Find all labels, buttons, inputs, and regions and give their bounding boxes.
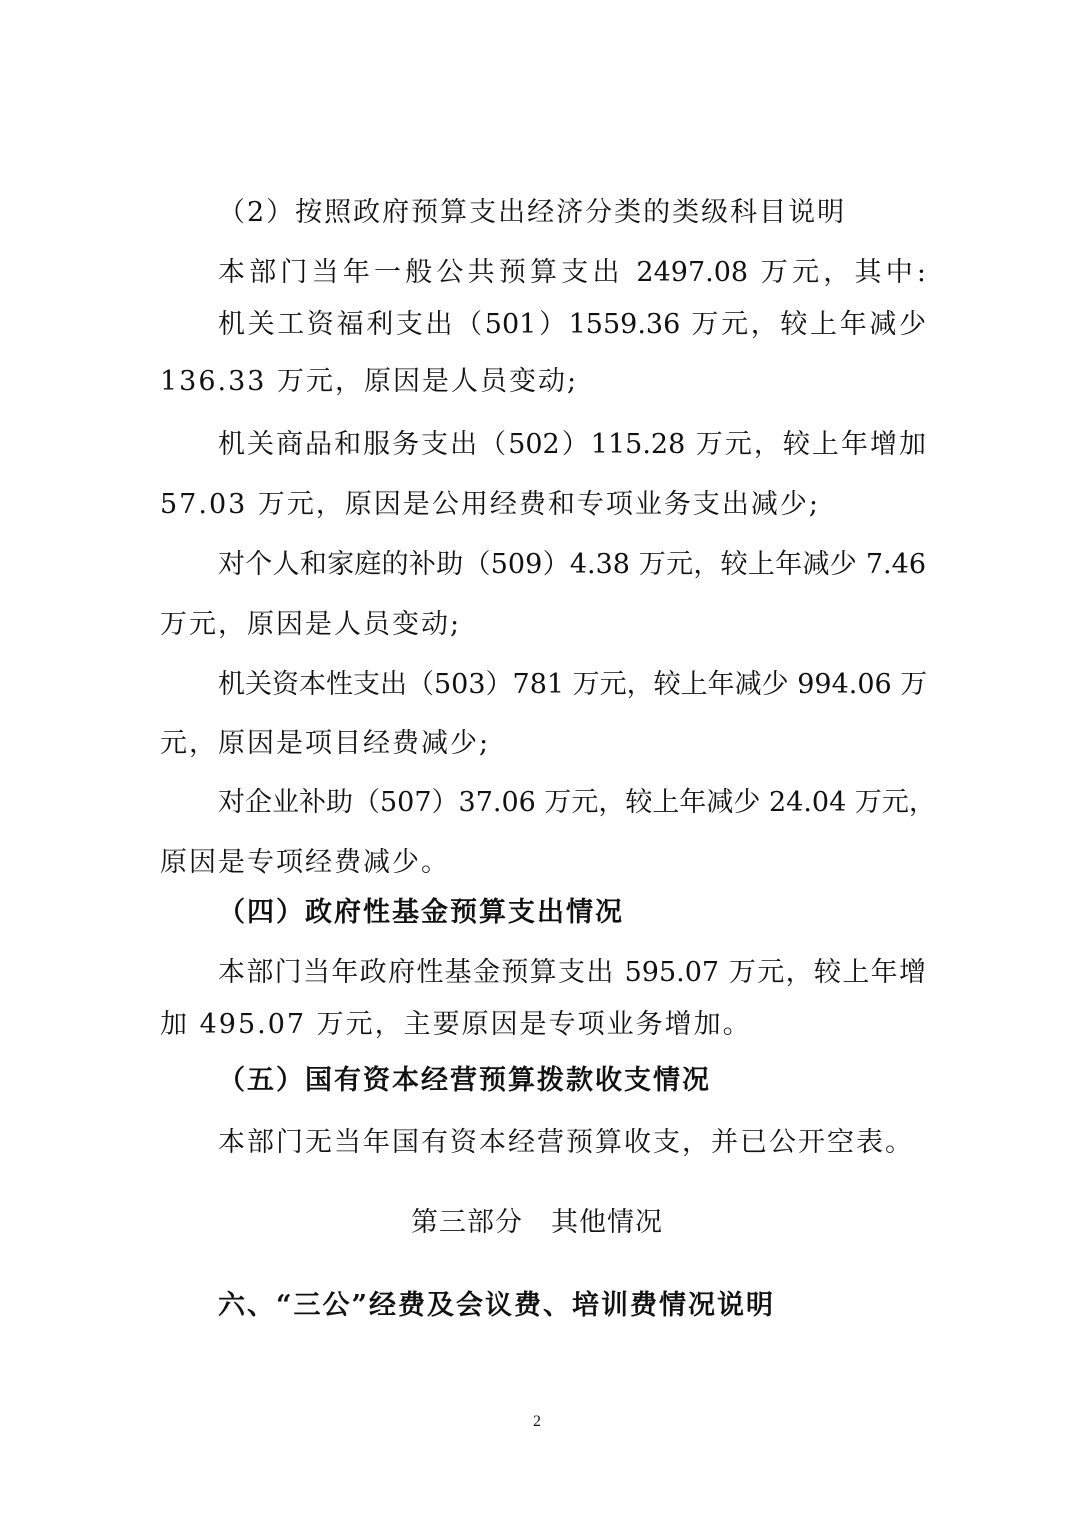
paragraph-502-line1: 机关商品和服务支出（502）115.28 万元，较上年增加 bbox=[218, 429, 926, 460]
paragraph-501-line1: 机关工资福利支出（501）1559.36 万元，较上年减少 bbox=[218, 309, 926, 340]
heading-government-fund: （四）政府性基金预算支出情况 bbox=[218, 897, 624, 928]
heading-state-capital: （五）国有资本经营预算拨款收支情况 bbox=[218, 1065, 711, 1096]
paragraph-507-line2: 原因是专项经费减少。 bbox=[160, 847, 450, 878]
subheading-economic-classification: （2）按照政府预算支出经济分类的类级科目说明 bbox=[218, 197, 847, 228]
paragraph-507-line1: 对企业补助（507）37.06 万元，较上年减少 24.04 万元， bbox=[218, 787, 936, 818]
paragraph-502-line2: 57.03 万元，原因是公用经费和专项业务支出减少; bbox=[160, 489, 820, 520]
page-number: 2 bbox=[533, 1413, 541, 1430]
paragraph-fund-line2: 加 495.07 万元，主要原因是专项业务增加。 bbox=[160, 1009, 752, 1040]
paragraph-509-line2: 万元，原因是人员变动; bbox=[160, 609, 462, 640]
paragraph-501-line2: 136.33 万元，原因是人员变动; bbox=[160, 366, 579, 397]
paragraph-state-capital: 本部门无当年国有资本经营预算收支，并已公开空表。 bbox=[218, 1127, 914, 1158]
part-three-title: 第三部分 其他情况 bbox=[411, 1207, 663, 1238]
paragraph-total: 本部门当年一般公共预算支出 2497.08 万元，其中: bbox=[218, 257, 926, 288]
paragraph-509-line1: 对个人和家庭的补助（509）4.38 万元，较上年减少 7.46 bbox=[218, 549, 926, 580]
paragraph-fund-line1: 本部门当年政府性基金预算支出 595.07 万元，较上年增 bbox=[218, 957, 926, 988]
section-six-heading: 六、“三公”经费及会议费、培训费情况说明 bbox=[218, 1290, 776, 1321]
paragraph-503-line2: 元，原因是项目经费减少; bbox=[160, 728, 491, 759]
paragraph-503-line1: 机关资本性支出（503）781 万元，较上年减少 994.06 万 bbox=[218, 669, 928, 700]
